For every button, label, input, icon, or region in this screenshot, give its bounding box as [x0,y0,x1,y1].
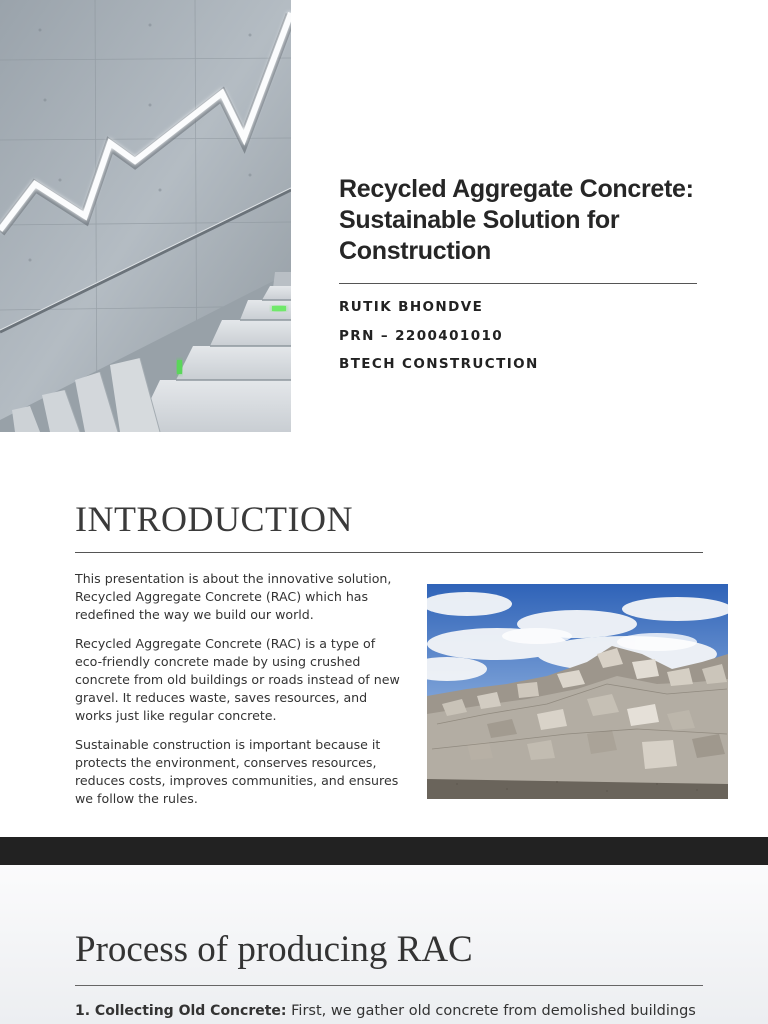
introduction-slide [0,432,768,837]
slide-separator [0,837,768,865]
title-block [339,174,719,267]
title-slide [0,0,768,432]
intro-paragraph: Recycled Aggregate Concrete (RAC) is a type of eco-friendly concrete made by using crushed concrete from old buildings or roads instead of new gravel. It reduces waste, saves resources, and works just like regular concrete. [75,636,400,723]
presentation-title: Recycled Aggregate Concrete: Sustainable Solution for Construction [339,175,694,265]
process-slide [0,865,768,1024]
introduction-body [75,570,405,819]
step-1-label: 1. Collecting Old Concrete: [75,1003,287,1019]
concrete-rubble-image [427,584,728,799]
process-step-1 [75,1003,715,1019]
title-divider [339,283,697,284]
introduction-divider [75,552,703,553]
course-name: BTECH CONSTRUCTION [339,356,539,372]
introduction-heading: INTRODUCTION [75,499,353,539]
prn-number: PRN – 2200401010 [339,327,504,344]
intro-paragraph: This presentation is about the innovative solution, Recycled Aggregate Concrete (RAC) which has redefined the way we build our world. [75,571,392,622]
concrete-stairs-graph-image [0,0,291,432]
step-1-text: First, we gather old concrete from demolished buildings [286,1003,696,1019]
author-name: RUTIK BHONDVE [339,299,484,315]
process-heading: Process of producing RAC [75,929,473,970]
process-divider [75,985,703,986]
intro-paragraph: Sustainable construction is important because it protects the environment, conserves resources, reduces costs, improves communities, and ensures we follow the rules. [75,737,399,806]
author-info [339,297,539,383]
